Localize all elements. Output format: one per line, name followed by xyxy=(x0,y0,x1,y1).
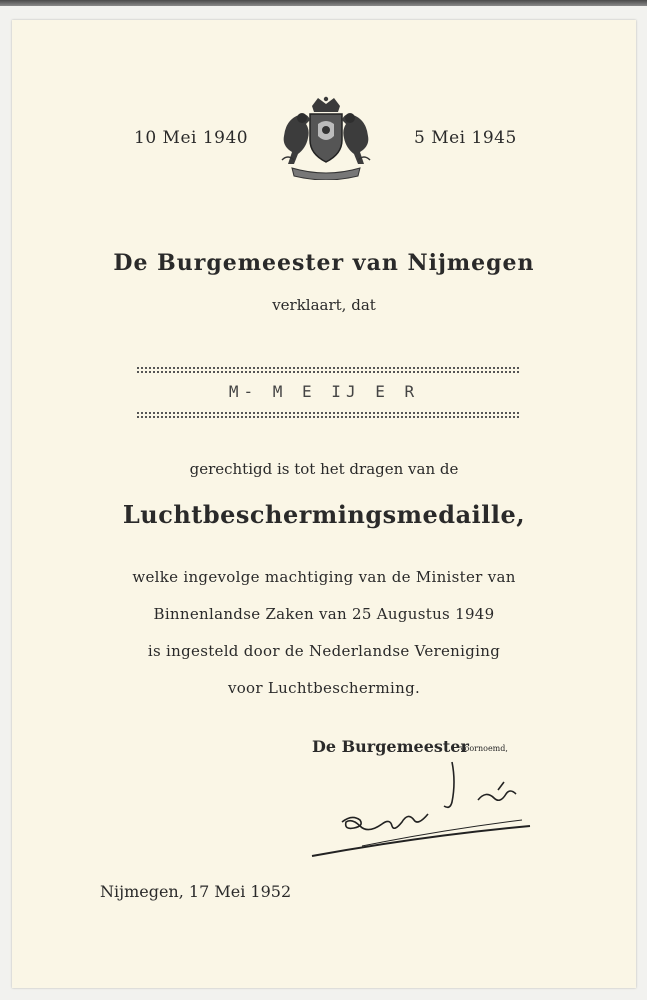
name-rule-top xyxy=(137,367,519,369)
scan-edge xyxy=(0,0,647,6)
date-right: 5 Mei 1945 xyxy=(414,128,517,148)
date-left: 10 Mei 1940 xyxy=(134,128,249,148)
coat-of-arms-icon xyxy=(274,96,378,180)
certificate-heading: De Burgemeester van Nijmegen xyxy=(113,250,535,276)
name-rule-bottom xyxy=(137,412,519,414)
entitled-text: gerechtigd is tot het dragen van de xyxy=(189,460,459,478)
award-line-3: is ingesteld door de Nederlandse Vereniging xyxy=(147,642,501,660)
declares-text: verklaart, dat xyxy=(272,296,376,314)
mayor-signoff: De Burgemeester xyxy=(312,737,469,756)
name-rule-top-inner xyxy=(137,371,519,373)
name-rule-bottom-inner xyxy=(137,416,519,418)
handwritten-signature xyxy=(302,760,532,860)
certificate-paper xyxy=(12,20,636,988)
mayor-signoff-suffix: voornoemd, xyxy=(460,744,508,753)
recipient-name: M- M E IJ E R xyxy=(228,382,420,401)
award-line-1: welke ingevolge machtiging van de Minister van xyxy=(132,568,516,586)
place-date: Nijmegen, 17 Mei 1952 xyxy=(100,882,292,901)
medal-name: Luchtbeschermingsmedaille, xyxy=(122,500,526,529)
award-line-4: voor Luchtbescherming. xyxy=(227,679,421,697)
award-line-2: Binnenlandse Zaken van 25 Augustus 1949 xyxy=(153,605,495,623)
